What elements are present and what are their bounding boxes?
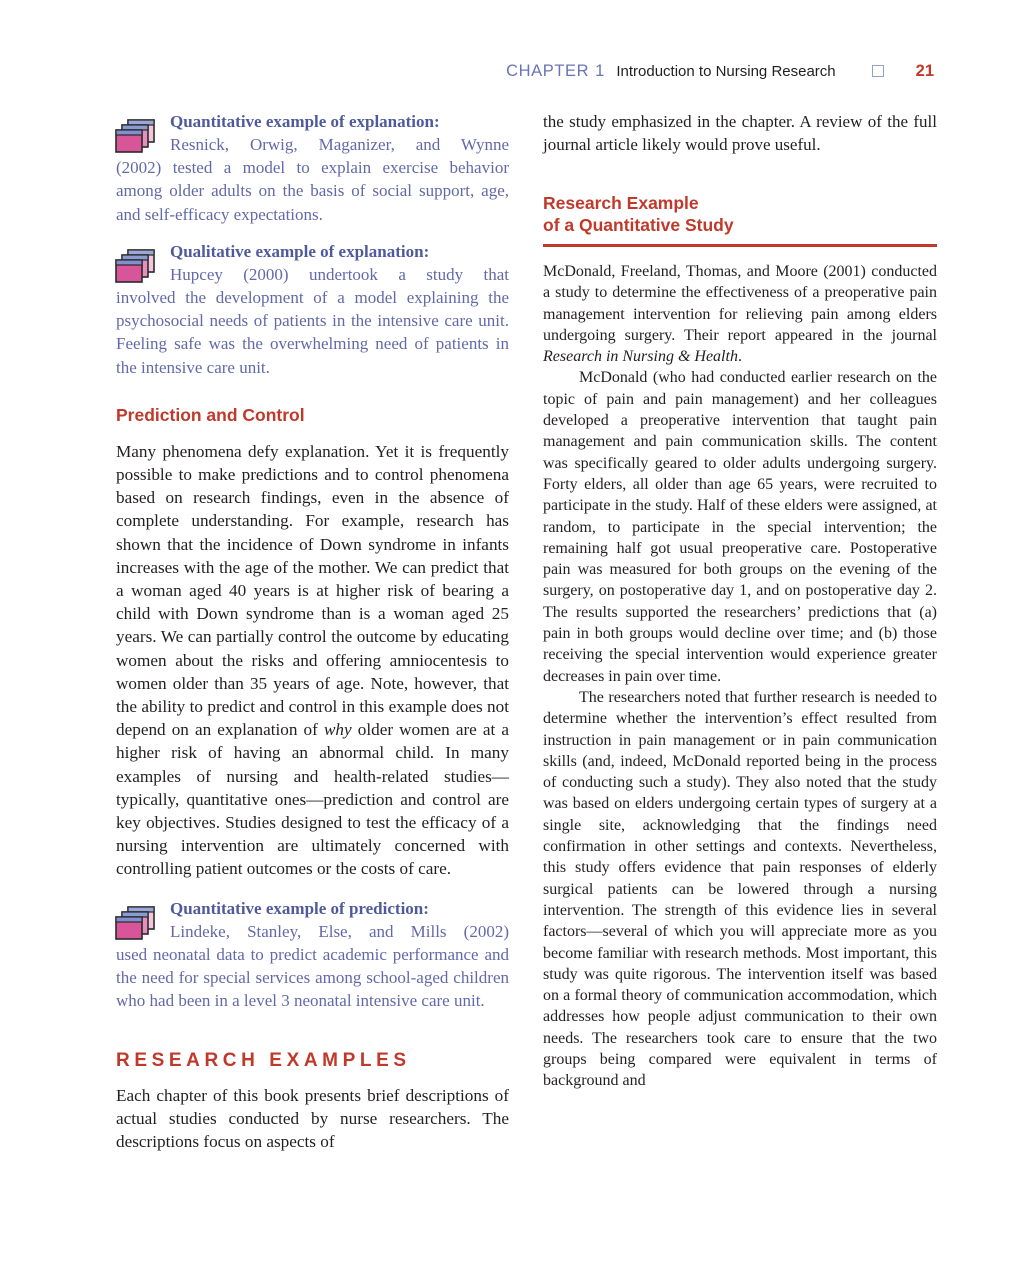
chapter-number: 1 <box>595 62 605 80</box>
left-column <box>116 110 509 1153</box>
study-paragraph-2: McDonald (who had conducted earlier research on the topic of pain and pain management) and her colleagues developed a preoperative intervention that taught pain management and pain communication skills. The content was specifically geared to older adults undergoing surgery. Forty elders, all older than age 65 years, were recruited to participate in the study. Half of these elders were assigned, at random, to participate in the special intervention; the remaining half got usual preoperative care. Postoperative pain was measured for both groups on the evening of the surgery, on postoperative day 1, and on postoperative day 2. The results supported the researchers’ predictions that (a) pain in both groups would decline over time; and (b) those receiving the special intervention would experience greater decreases in pain over time. <box>543 369 937 685</box>
section-heading-research-example: Research Example of a Quantitative Study <box>543 193 734 235</box>
example-quantitative-explanation <box>116 110 509 226</box>
study-paragraph-1: McDonald, Freeland, Thomas, and Moore (2001) conducted a study to determine the effectiveness of a preoperative pain management intervention for relieving pain among elders undergoing surgery. Their report appeared in the journal Research in Nursing & Health. <box>543 263 937 366</box>
research-examples-paragraph: Each chapter of this book presents brief descriptions of actual studies conducted by nurse researchers. The descriptions focus on aspects of <box>116 1085 509 1151</box>
right-column <box>543 110 937 1092</box>
running-header <box>506 62 934 84</box>
separator-box-icon <box>872 65 884 77</box>
example-text: Hupcey (2000) undertook a study that involved the development of a model explaining the psychosocial needs of patients in the intensive care unit. Feeling safe was the overwhelming need of patients in the intensive care unit. <box>116 264 509 377</box>
study-paragraph-3: The researchers noted that further research is needed to determine whether the intervention’s effect resulted from instruction in pain management or in pain communication skills (and, indeed, McDonald reported being in the process of conducting such a study). They also noted that the study was based on elders undergoing certain types of surgery at a single site, acknowledging that the findings need confirmation in other settings and contexts. Nevertheless, this study offers evidence that pain responses of elderly surgical patients can be lowered through a nursing intervention. The strength of this evidence lies in several factors—several of which you will appreciate more as you become familiar with research methods. Most important, this study was quite rigorous. The intervention itself was based on a formal theory of communication accommodation, which addresses how people adjust communication to their own needs. The researchers took care to ensure that the two groups being compared were equivalent in terms of background and <box>543 688 937 1090</box>
chapter-title: Introduction to Nursing Research <box>616 63 836 80</box>
example-heading: Qualitative example of explanation: <box>170 241 430 261</box>
example-qualitative-explanation <box>116 240 509 379</box>
chapter-label: CHAPTER <box>506 62 590 80</box>
page-number: 21 <box>915 62 934 80</box>
stacked-papers-icon <box>113 249 157 285</box>
stacked-papers-icon <box>113 119 157 155</box>
continuation-paragraph: the study emphasized in the chapter. A review of the full journal article likely would prove useful. <box>543 112 937 154</box>
prediction-paragraph: Many phenomena defy explanation. Yet it is frequently possible to make predictions and to control phenomena based on research findings, even in the absence of complete understanding. For example, research has shown that the incidence of Down syndrome in infants increases with the age of the mother. We can predict that a woman aged 40 years is at higher risk of bearing a child with Down syndrome than is a woman aged 25 years. We can partially control the outcome by educating women about the risks and offering amniocentesis to women older than 35 years of age. Note, however, that the ability to predict and control in this example does not depend on an explanation of why older women are at a higher risk of having an abnormal child. In many examples of nursing and health-related studies—typically, quantitative ones—prediction and control are key objectives. Studies designed to test the efficacy of a nursing intervention are ultimately concerned with controlling patient outcomes or the costs of care. <box>116 441 510 879</box>
stacked-papers-icon <box>113 906 157 942</box>
example-quantitative-prediction <box>116 897 509 1013</box>
section-heading-prediction: Prediction and Control <box>116 404 305 425</box>
example-heading: Quantitative example of explanation: <box>170 112 440 131</box>
example-heading: Quantitative example of prediction: <box>170 898 429 918</box>
example-text: Lindeke, Stanley, Else, and Mills (2002) used neonatal data to predict academic performance and the need for special services among school-aged children who had been in a level 3 neonatal intensive care unit. <box>116 921 509 1011</box>
heading-rule <box>543 244 937 247</box>
section-heading-research-examples: RESEARCH EXAMPLES <box>116 1049 411 1071</box>
example-text: Resnick, Orwig, Maganizer, and Wynne (2002) tested a model to explain exercise behavior among older adults on the basis of social support, age, and self-efficacy expectations. <box>116 135 509 224</box>
